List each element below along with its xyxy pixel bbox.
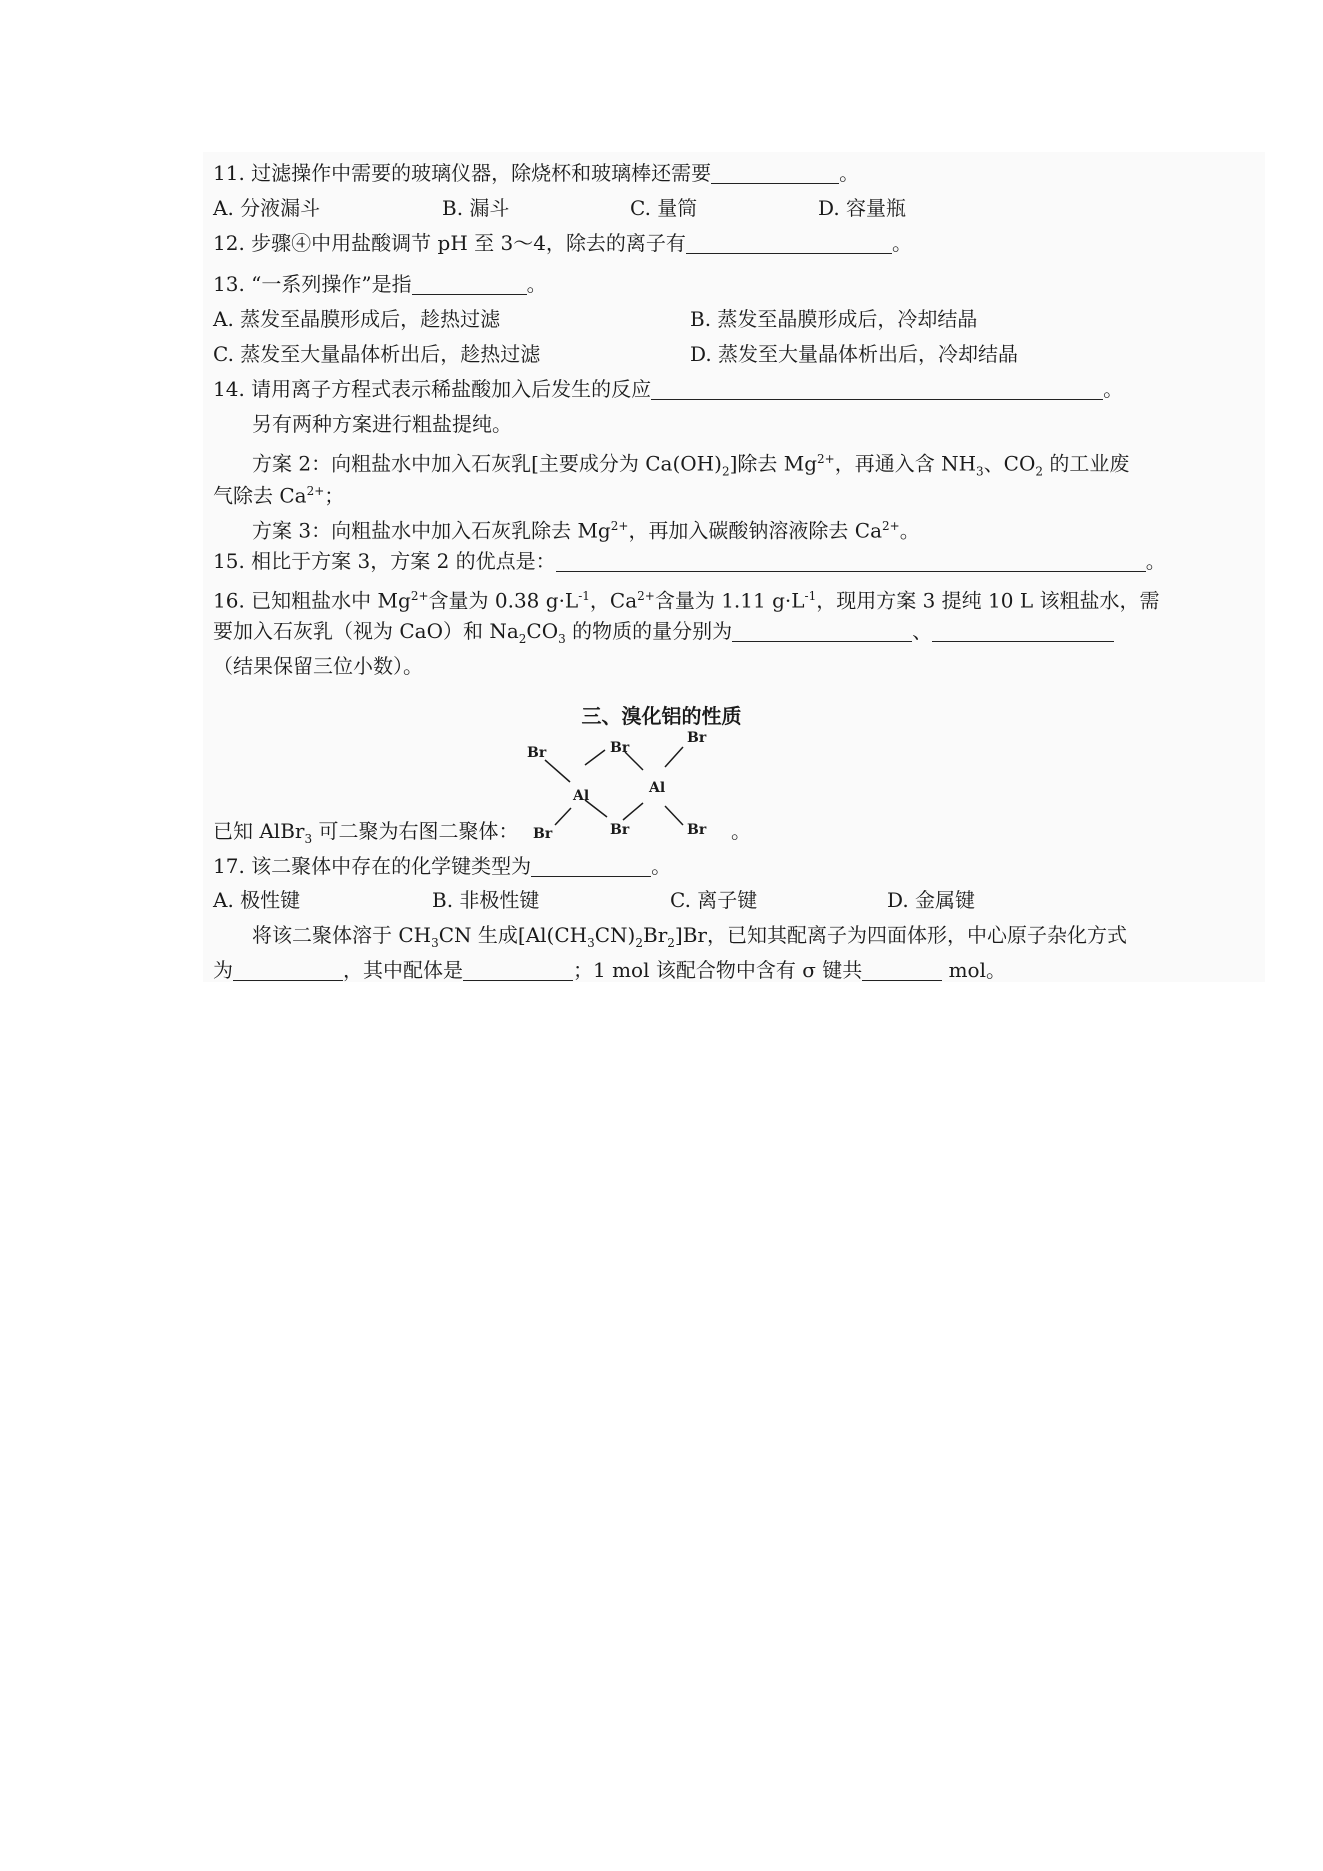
bond-line: [623, 803, 643, 820]
intro-text: 另有两种方案进行粗盐提纯。: [252, 412, 512, 436]
bond-line: [545, 760, 570, 782]
q13-option-b[interactable]: B. 蒸发至晶膜形成后，冷却结晶: [690, 307, 978, 331]
atom-br: Br: [687, 730, 707, 746]
answer-blank[interactable]: [732, 621, 912, 642]
q11-option-d[interactable]: D. 容量瓶: [818, 196, 907, 220]
atom-br: Br: [687, 822, 707, 838]
bond-line: [585, 750, 605, 765]
answer-blank[interactable]: [412, 274, 527, 295]
q17-option-b[interactable]: B. 非极性键: [432, 888, 540, 912]
section-heading: 三、溴化铝的性质: [581, 704, 742, 728]
atom-al: Al: [573, 788, 590, 804]
q14-stem: 14. 请用离子方程式表示稀盐酸加入后发生的反应 。: [213, 377, 1124, 401]
q17-option-a[interactable]: A. 极性键: [213, 888, 301, 912]
atom-br: Br: [610, 822, 630, 838]
q17-followup-line1: 将该二聚体溶于 $CH_3CN$ 生成$[Al(CH_3CN)_2Br_2]Br$，已知其配离子为四面体形，中心原子杂化方式: [252, 923, 1127, 950]
answer-blank[interactable]: [463, 960, 573, 981]
q11-option-b[interactable]: B. 漏斗: [442, 196, 510, 220]
dimer-intro: 已知 AlBr$_3$ 可二聚为右图二聚体：: [213, 819, 519, 846]
bond-line: [665, 806, 683, 825]
q12-stem: 12. 步骤④中用盐酸调节 pH 至 3～4，除去的离子有 。: [213, 231, 912, 255]
q15-stem: 15. 相比于方案 3，方案 2 的优点是： 。: [213, 549, 1166, 573]
bond-line: [665, 747, 683, 767]
q13-option-a[interactable]: A. 蒸发至晶膜形成后，趁热过滤: [213, 307, 501, 331]
atom-br: Br: [533, 826, 553, 840]
albr3-dimer-diagram: [515, 730, 765, 840]
plan2-line2: 气除去 $Ca^{2+}$；: [213, 483, 345, 508]
answer-blank[interactable]: [233, 960, 343, 981]
q16-line2: 要加入石灰乳（视为 CaO）和 $Na_2CO_3$ 的物质的量分别为 、: [213, 618, 1114, 652]
q11-option-a[interactable]: A. 分液漏斗: [213, 196, 321, 220]
answer-blank[interactable]: [556, 551, 1146, 572]
atom-br: Br: [610, 740, 630, 756]
q17-option-d[interactable]: D. 金属键: [887, 888, 976, 912]
answer-blank[interactable]: [932, 621, 1114, 642]
dimer-period: 。: [731, 819, 751, 843]
q17-option-c[interactable]: C. 离子键: [670, 888, 758, 912]
answer-blank[interactable]: [686, 233, 892, 254]
answer-blank[interactable]: [862, 960, 942, 981]
q17-followup-line2: 为 ，其中配体是 ；1 mol 该配合物中含有 σ 键共 mol。: [213, 958, 1006, 982]
plan2-line1: 方案 2：向粗盐水中加入石灰乳[主要成分为 $Ca(OH)_2$]除去 $Mg^{2+}$，再通入含 $NH_3$、$CO_2$ 的工业废: [252, 451, 1130, 479]
answer-blank[interactable]: [531, 856, 651, 877]
bond-line: [555, 808, 571, 825]
plan3-line: 方案 3：向粗盐水中加入石灰乳除去 $Mg^{2+}$，再加入碳酸钠溶液除去 $Ca^{2+}$。: [252, 518, 920, 543]
atom-br: Br: [527, 745, 547, 761]
answer-blank[interactable]: [651, 379, 1103, 400]
q13-option-c[interactable]: C. 蒸发至大量晶体析出后，趁热过滤: [213, 342, 541, 366]
q13-option-d[interactable]: D. 蒸发至大量晶体析出后，冷却结晶: [690, 342, 1019, 366]
q13-stem: 13. “一系列操作”是指 。: [213, 272, 547, 296]
q16-line3: （结果保留三位小数）。: [213, 654, 423, 678]
answer-blank[interactable]: [711, 163, 839, 184]
atom-al: Al: [649, 780, 666, 796]
q11-option-c[interactable]: C. 量筒: [630, 196, 698, 220]
q16-line1: 16. 已知粗盐水中 $Mg^{2+}$含量为 0.38 $g\cdot L^{-1}$，$Ca^{2+}$含量为 1.11 $g\cdot L^{-1}$，现用方案 3 提纯 10 L 该粗盐水，需: [213, 588, 1160, 613]
q11-stem: 11. 过滤操作中需要的玻璃仪器，除烧杯和玻璃棒还需要 。: [213, 161, 860, 185]
q17-stem: 17. 该二聚体中存在的化学键类型为 。: [213, 854, 672, 878]
